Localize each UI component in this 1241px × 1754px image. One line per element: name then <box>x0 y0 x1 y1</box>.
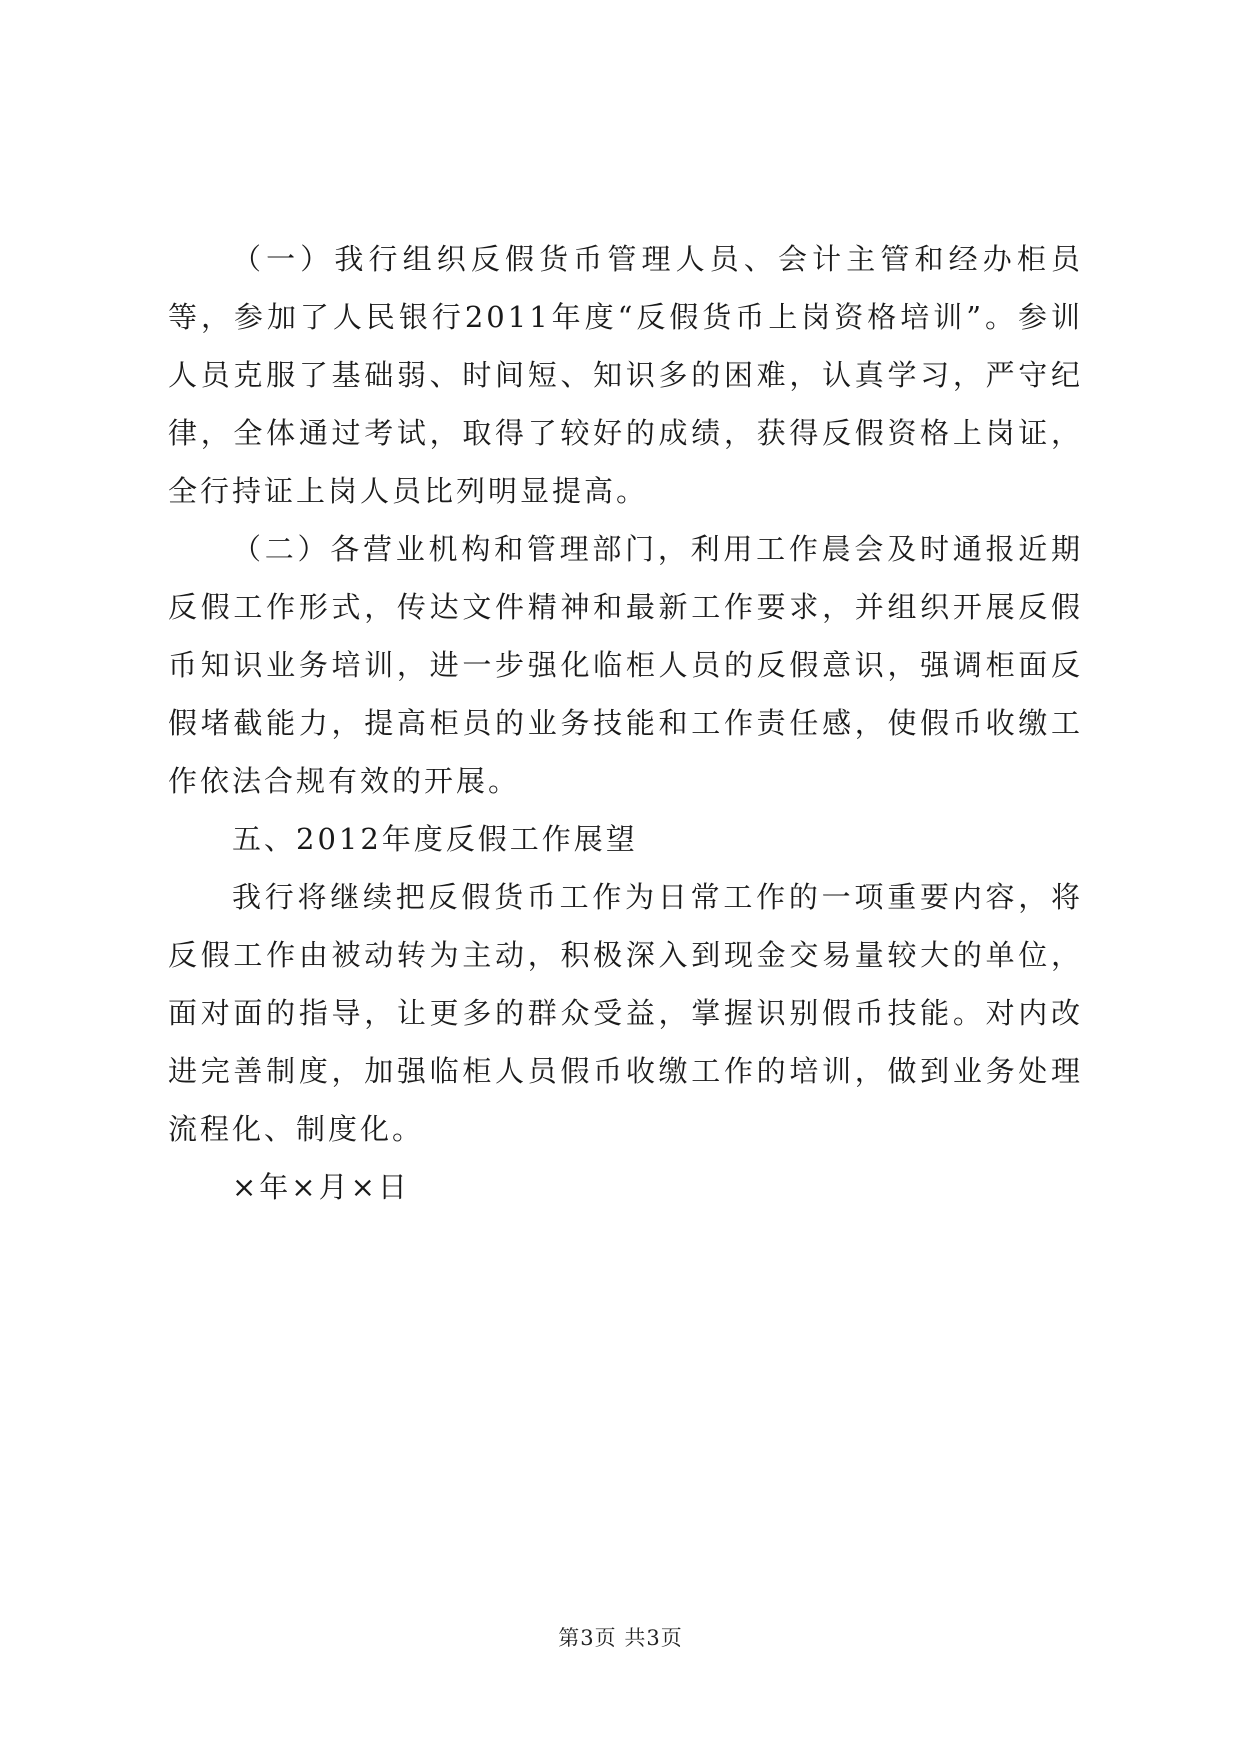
document-body <box>168 230 1083 1216</box>
date-line: ×年×月×日 <box>232 1170 410 1204</box>
paragraph-branch-training: （二）各营业机构和管理部门，利用工作晨会及时通报近期反假工作形式，传达文件精神和最新工作要求，并组织开展反假币知识业务培训，进一步强化临柜人员的反假意识，强调柜面反假堵截能力，提高柜员的业务技能和工作责任感，使假币收缴工作依法合规有效的开展。 <box>168 532 1083 798</box>
page-footer: 第3页 共3页 <box>558 1626 683 1650</box>
paragraph-outlook: 我行将继续把反假货币工作为日常工作的一项重要内容，将反假工作由被动转为主动，积极深入到现金交易量较大的单位，面对面的指导，让更多的群众受益，掌握识别假币技能。对内改进完善制度，加强临柜人员假币收缴工作的培训，做到业务处理流程化、制度化。 <box>168 880 1083 1146</box>
paragraph-training-staff: （一）我行组织反假货币管理人员、会计主管和经办柜员等，参加了人民银行2011年度“反假货币上岗资格培训”。参训人员克服了基础弱、时间短、知识多的困难，认真学习，严守纪律，全体通过考试，取得了较好的成绩，获得反假资格上岗证，全行持证上岗人员比列明显提高。 <box>168 242 1083 508</box>
section-heading-outlook: 五、2012年度反假工作展望 <box>232 822 638 856</box>
